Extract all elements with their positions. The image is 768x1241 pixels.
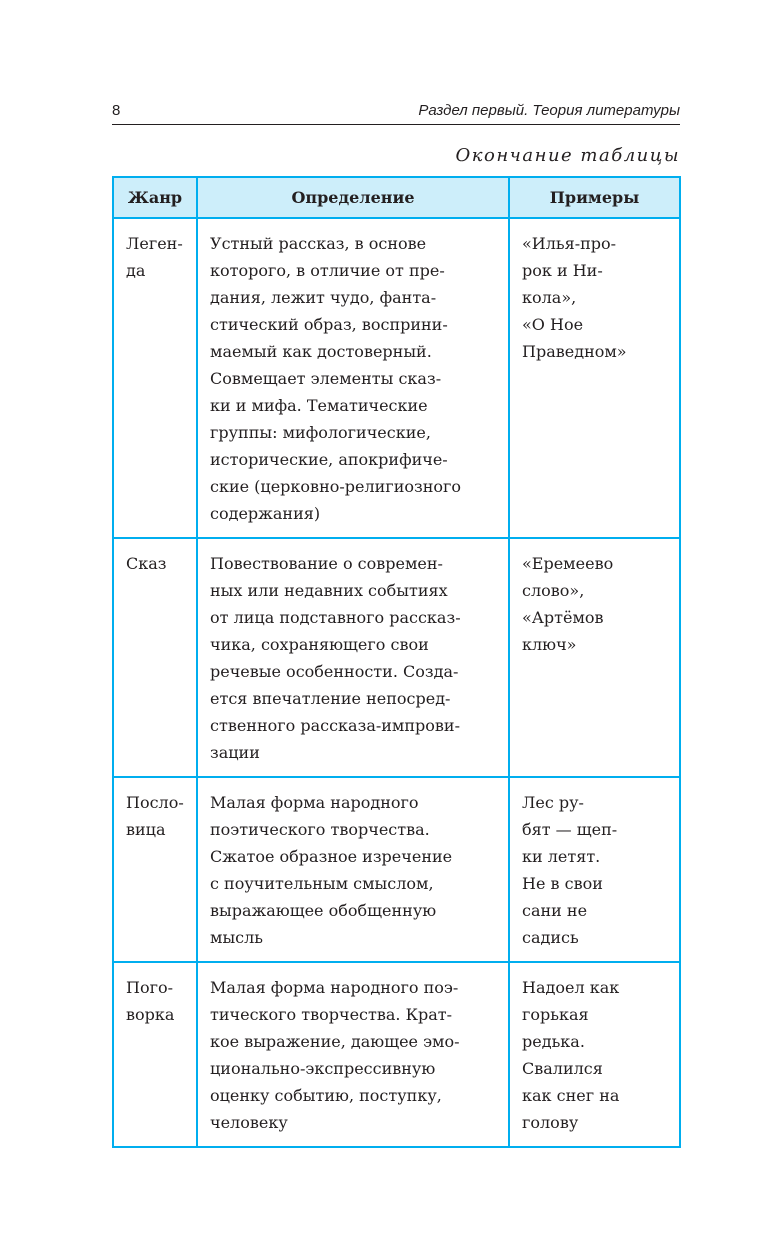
examples-line: редька. [522, 1032, 585, 1051]
definition-line: ские (церковно-религиозного [210, 477, 462, 496]
definition-line: маемый как достоверный. [210, 342, 432, 361]
examples-line: «Илья-про- [522, 234, 617, 253]
definition-line: оценку событию, поступку, [210, 1086, 442, 1105]
examples-line: голову [522, 1113, 579, 1132]
examples-line: «О Ное [522, 315, 584, 334]
examples-line: садись [522, 928, 579, 947]
definition-line: от лица подставного рассказ- [210, 608, 461, 627]
definition-line: группы: мифологические, [210, 423, 431, 442]
definition-line: чика, сохраняющего свои [210, 635, 429, 654]
genre-line: Посло- [126, 793, 184, 812]
definition-line: ки и мифа. Тематические [210, 396, 428, 415]
genres-table [112, 176, 681, 1148]
table-header-row [113, 177, 680, 218]
cell-genre [113, 962, 197, 1147]
genre-line: да [126, 261, 146, 280]
definition-line: человеку [210, 1113, 288, 1132]
definition-line: Малая форма народного поэ- [210, 978, 459, 997]
definition-line: выражающее обобщенную [210, 901, 437, 920]
examples-line: Не в свои [522, 874, 603, 893]
examples-line: горькая [522, 1005, 589, 1024]
examples-line: рок и Ни- [522, 261, 603, 280]
genre-line: ворка [126, 1005, 175, 1024]
definition-line: с поучительным смыслом, [210, 874, 434, 893]
examples-line: Праведном» [522, 342, 627, 361]
cell-genre [113, 538, 197, 777]
genre-line: Пого- [126, 978, 174, 997]
definition-line: Малая форма народного [210, 793, 419, 812]
definition-line: ственного рассказа-импрови- [210, 716, 460, 735]
definition-line: мысль [210, 928, 264, 947]
definition-line: Сжатое образное изречение [210, 847, 453, 866]
cell-definition [197, 218, 509, 538]
cell-examples [509, 218, 680, 538]
definition-line: Совмещает элементы сказ- [210, 369, 442, 388]
column-header-examples: Примеры [509, 177, 680, 218]
examples-line: бят — щеп- [522, 820, 618, 839]
running-title: Раздел первый. Теория литературы [418, 102, 680, 119]
definition-line: тического творчества. Крат- [210, 1005, 452, 1024]
cell-definition [197, 538, 509, 777]
genre-line: Сказ [126, 554, 167, 573]
definition-line: ционально-экспрессивную [210, 1059, 436, 1078]
column-header-genre: Жанр [113, 177, 197, 218]
cell-definition [197, 962, 509, 1147]
definition-line: поэтического творчества. [210, 820, 430, 839]
definition-line: содержания) [210, 504, 321, 523]
definition-line: ных или недавних событиях [210, 581, 448, 600]
definition-line: которого, в отличие от пре- [210, 261, 445, 280]
definition-line: стический образ, восприни- [210, 315, 448, 334]
examples-line: Надоел как [522, 978, 620, 997]
definition-line: речевые особенности. Созда- [210, 662, 459, 681]
definition-line: Повествование о современ- [210, 554, 443, 573]
header-rule [112, 124, 680, 125]
examples-line: Лес ру- [522, 793, 584, 812]
table-row [113, 218, 680, 538]
column-header-definition: Определение [197, 177, 509, 218]
table-caption: Окончание таблицы [455, 145, 680, 166]
examples-line: как снег на [522, 1086, 620, 1105]
definition-line: дания, лежит чудо, фанта- [210, 288, 437, 307]
examples-line: кола», [522, 288, 577, 307]
table-row [113, 962, 680, 1147]
examples-line: «Артёмов [522, 608, 604, 627]
page-number: 8 [112, 102, 121, 119]
examples-line: ключ» [522, 635, 577, 654]
genre-line: Леген- [126, 234, 183, 253]
definition-line: зации [210, 743, 260, 762]
examples-line: Свалился [522, 1059, 603, 1078]
cell-examples [509, 538, 680, 777]
examples-line: сани не [522, 901, 588, 920]
cell-examples [509, 777, 680, 962]
table-row [113, 777, 680, 962]
cell-genre [113, 777, 197, 962]
genre-line: вица [126, 820, 166, 839]
cell-definition [197, 777, 509, 962]
examples-line: слово», [522, 581, 585, 600]
table-row [113, 538, 680, 777]
definition-line: Устный рассказ, в основе [210, 234, 427, 253]
definition-line: кое выражение, дающее эмо- [210, 1032, 460, 1051]
examples-line: ки летят. [522, 847, 601, 866]
definition-line: ется впечатление непосред- [210, 689, 451, 708]
cell-genre [113, 218, 197, 538]
cell-examples [509, 962, 680, 1147]
examples-line: «Еремеево [522, 554, 614, 573]
definition-line: исторические, апокрифиче- [210, 450, 448, 469]
